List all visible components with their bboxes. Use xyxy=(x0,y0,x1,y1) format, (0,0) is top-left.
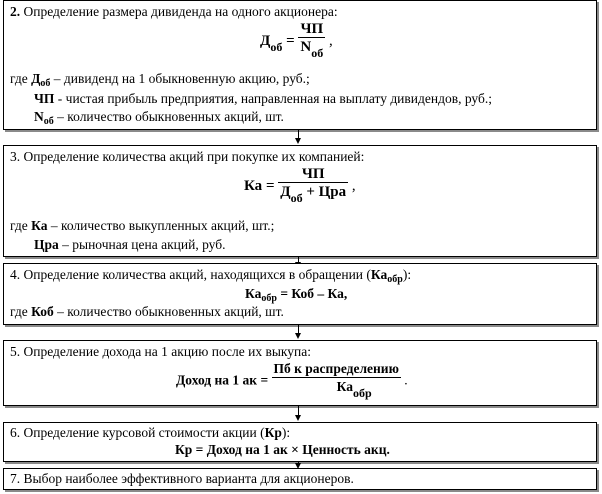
eps-fraction: $\frac{\text{Пб к распределению}}{Ка_{обр}}$ xyxy=(273,361,399,400)
step-7-box xyxy=(3,468,597,490)
step-2-number: 2. xyxy=(10,4,21,19)
step-6-title: 6. Определение курсовой стоимости акции (Кр): xyxy=(10,425,291,440)
shares-count-definition: $N_{об}$ – количество обыкновенных акций, шт. xyxy=(34,109,284,127)
market-price-definition: Цра – рыночная цена акций, руб. xyxy=(34,237,226,252)
step-5-title: 5. Определение дохода на 1 акцию после их выкупа: xyxy=(10,344,312,359)
step-2-box xyxy=(3,0,597,130)
buyback-fraction: $\frac{ЧП}{Д_{об} + Цра}$ xyxy=(280,166,347,205)
dividend-fraction: $\frac{ЧП}{N_{об}}$ xyxy=(300,21,324,60)
step-3-box xyxy=(3,145,597,257)
step-6-box xyxy=(3,422,597,462)
step-5-box xyxy=(3,340,597,406)
net-profit-definition: ЧП - чистая прибыль предприятия, направленная на выплату дивидендов, руб.; xyxy=(34,91,492,106)
step-4-title: 4. Определение количества акций, находящихся в обращении $(Ка_{обр})$: xyxy=(10,267,412,285)
buyback-definition: где Ка – количество выкупленных акций, шт.; xyxy=(10,218,275,233)
step-4-box xyxy=(3,263,597,325)
eps-formula: Доход на 1 ак = $\frac{\text{Пб к распределению}}{Ка_{обр}}$ . xyxy=(176,361,408,400)
dividend-definition: где $Д_{об}$ – дивиденд на 1 обыкновенную акцию, руб.; xyxy=(10,71,310,89)
buyback-formula: Ка = $\frac{ЧП}{Д_{об} + Цра}$ , xyxy=(244,166,356,205)
common-shares-definition: где Коб – количество обыкновенных акций, шт. xyxy=(10,304,284,319)
step-7-title: 7. Выбор наиболее эффективного варианта для акционеров. xyxy=(10,471,354,486)
step-2-title: 2. Определение размера дивиденда на одного акционера: xyxy=(10,4,338,19)
step-3-title: 3. Определение количества акций при покупке их компанией: xyxy=(10,149,365,164)
dividend-formula: $Д_{об}$ = $\frac{ЧП}{N_{об}}$ , xyxy=(260,21,333,60)
share-price-formula: Кр = Доход на 1 ак × Ценность акц. xyxy=(175,442,390,457)
outstanding-shares-formula: $Ка_{обр}$ = Коб – Ка, xyxy=(245,286,348,304)
